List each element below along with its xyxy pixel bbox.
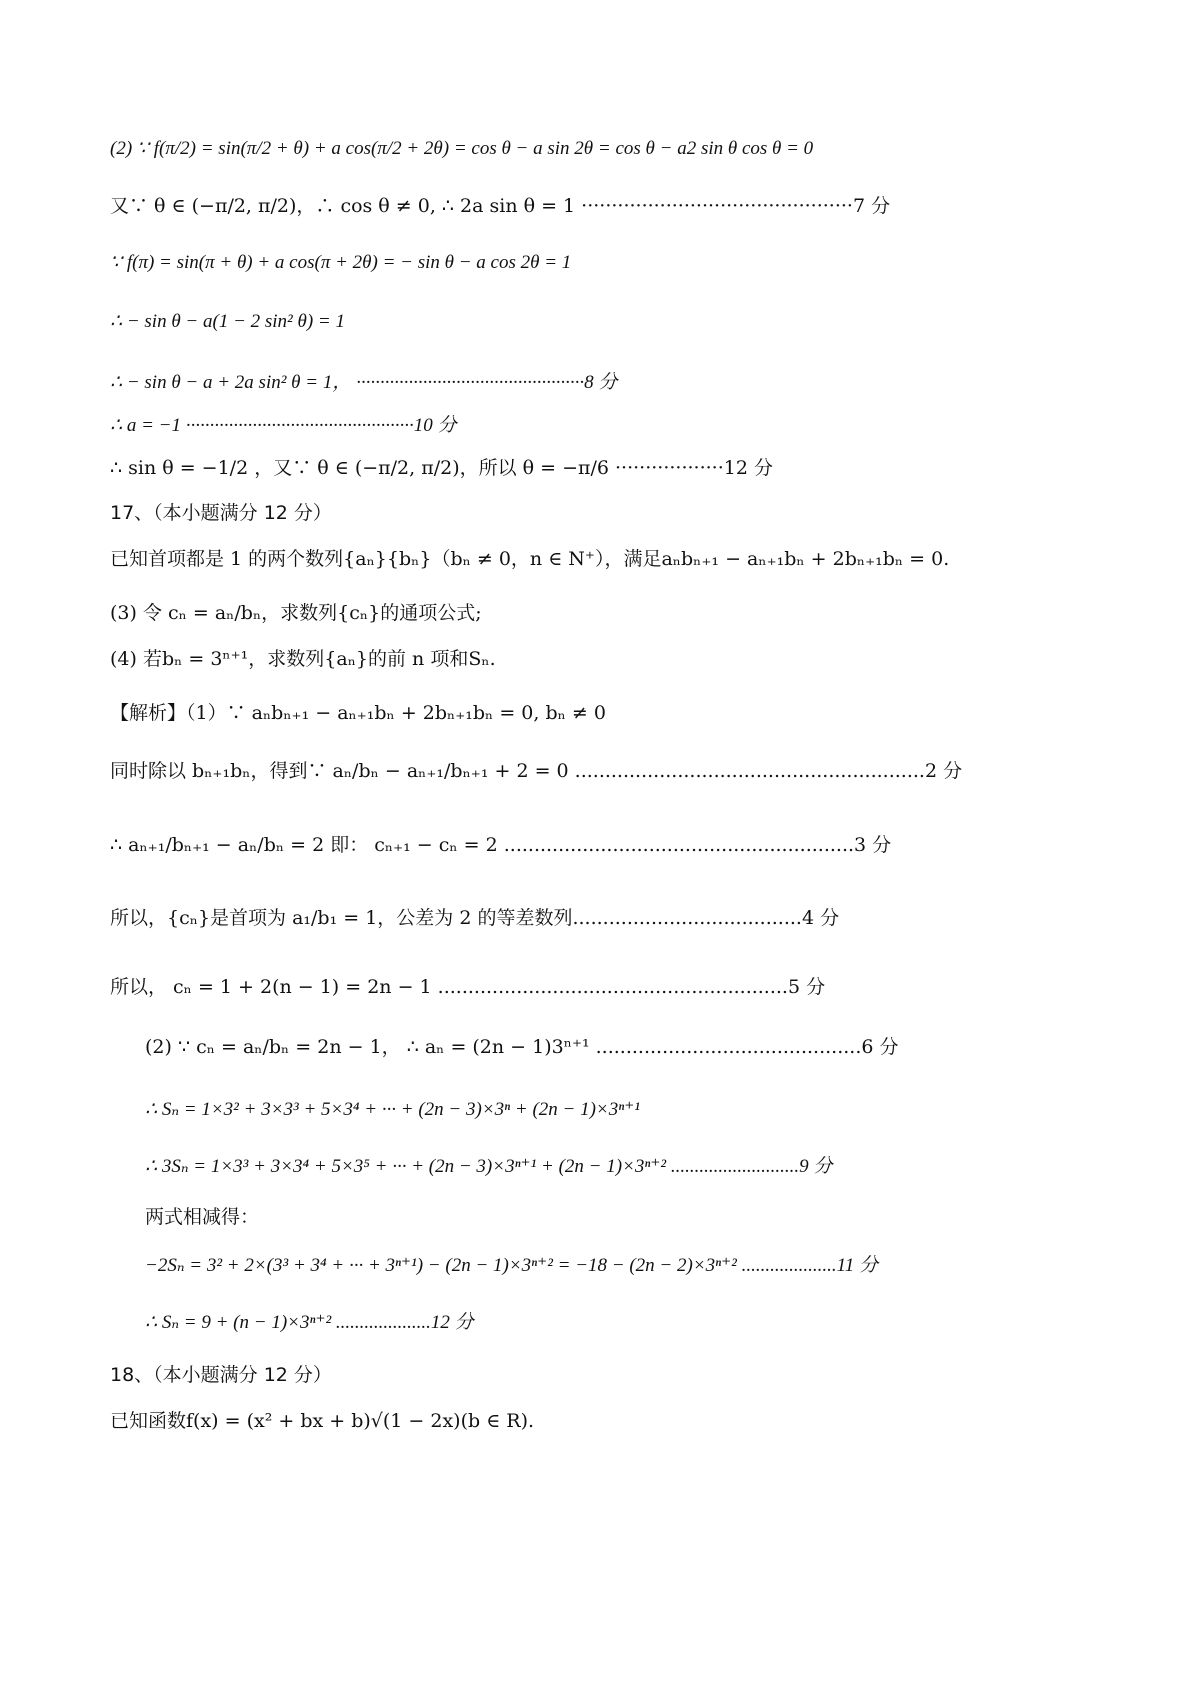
solution-arithmetic-sequence: 所以，{cₙ}是首项为 a₁/b₁ = 1，公差为 2 的等差数列......................................4 分 [110, 907, 840, 929]
solution-sn-result: ∴ Sₙ = 9 + (n − 1)×3ⁿ⁺² ....................12 分 [145, 1312, 474, 1333]
problem-17-statement: 已知首项都是 1 的两个数列{aₙ}{bₙ}（bₙ ≠ 0，n ∈ N⁺），满足aₙbₙ₊₁ − aₙ₊₁bₙ + 2bₙ₊₁bₙ = 0. [110, 548, 950, 570]
solution-part-1-start: 【解析】（1）∵ aₙbₙ₊₁ − aₙ₊₁bₙ + 2bₙ₊₁bₙ = 0, bₙ ≠ 0 [110, 702, 606, 724]
line-a-value: ∴ a = −1 ················································10 分 [110, 415, 457, 436]
line-theta-range: 又∵ θ ∈ (−π/2, π/2)，∴ cos θ ≠ 0, ∴ 2a sin θ = 1 ·············································7 分 [110, 195, 891, 217]
solution-cn-formula: 所以， cₙ = 1 + 2(n − 1) = 2n − 1 ..........................................................5 分 [110, 976, 826, 998]
problem-18-heading: 18、（本小题满分 12 分） [110, 1364, 332, 1386]
solution-divide-step: 同时除以 bₙ₊₁bₙ，得到∵ aₙ/bₙ − aₙ₊₁/bₙ₊₁ + 2 = 0 ..........................................................2 分 [110, 760, 963, 782]
problem-18-statement: 已知函数f(x) = (x² + bx + b)√(1 − 2x)(b ∈ R). [110, 1410, 535, 1432]
line-f-pi-over-2: (2) ∵ f(π/2) = sin(π/2 + θ) + a cos(π/2 + 2θ) = cos θ − a sin 2θ = cos θ − a2 sin θ cos θ = 0 [110, 138, 814, 159]
solution-sn-series: ∴ Sₙ = 1×3² + 3×3³ + 5×3⁴ + ··· + (2n − 3)×3ⁿ + (2n − 1)×3ⁿ⁺¹ [145, 1099, 640, 1120]
line-sin-eq-2: ∴ − sin θ − a + 2a sin² θ = 1， ················································8 分 [110, 372, 618, 393]
problem-17-heading: 17、（本小题满分 12 分） [110, 502, 332, 524]
problem-17-part-3: (3) 令 cₙ = aₙ/bₙ，求数列{cₙ}的通项公式; [110, 602, 482, 624]
solution-3sn-series: ∴ 3Sₙ = 1×3³ + 3×3⁴ + 5×3⁵ + ··· + (2n − 3)×3ⁿ⁺¹ + (2n − 1)×3ⁿ⁺² ...........................9 分 [145, 1156, 833, 1177]
solution-minus-2sn: −2Sₙ = 3² + 2×(3³ + 3⁴ + ··· + 3ⁿ⁺¹) − (2n − 1)×3ⁿ⁺² = −18 − (2n − 2)×3ⁿ⁺² ....................11 分 [145, 1255, 878, 1276]
solution-part-2-an: (2) ∵ cₙ = aₙ/bₙ = 2n − 1， ∴ aₙ = (2n − 1)3ⁿ⁺¹ ............................................6 分 [145, 1036, 899, 1058]
solution-subtract-note: 两式相减得： [145, 1206, 260, 1228]
line-f-pi: ∵ f(π) = sin(π + θ) + a cos(π + 2θ) = − sin θ − a cos 2θ = 1 [110, 252, 572, 273]
solution-difference-step: ∴ aₙ₊₁/bₙ₊₁ − aₙ/bₙ = 2 即： cₙ₊₁ − cₙ = 2 ..........................................................3 分 [110, 834, 892, 856]
problem-17-part-4: (4) 若bₙ = 3ⁿ⁺¹，求数列{aₙ}的前 n 项和Sₙ. [110, 648, 496, 670]
line-sin-eq-1: ∴ − sin θ − a(1 − 2 sin² θ) = 1 [110, 311, 345, 332]
line-theta-value: ∴ sin θ = −1/2 ，又∵ θ ∈ (−π/2, π/2)，所以 θ = −π/6 ··················12 分 [110, 457, 773, 479]
